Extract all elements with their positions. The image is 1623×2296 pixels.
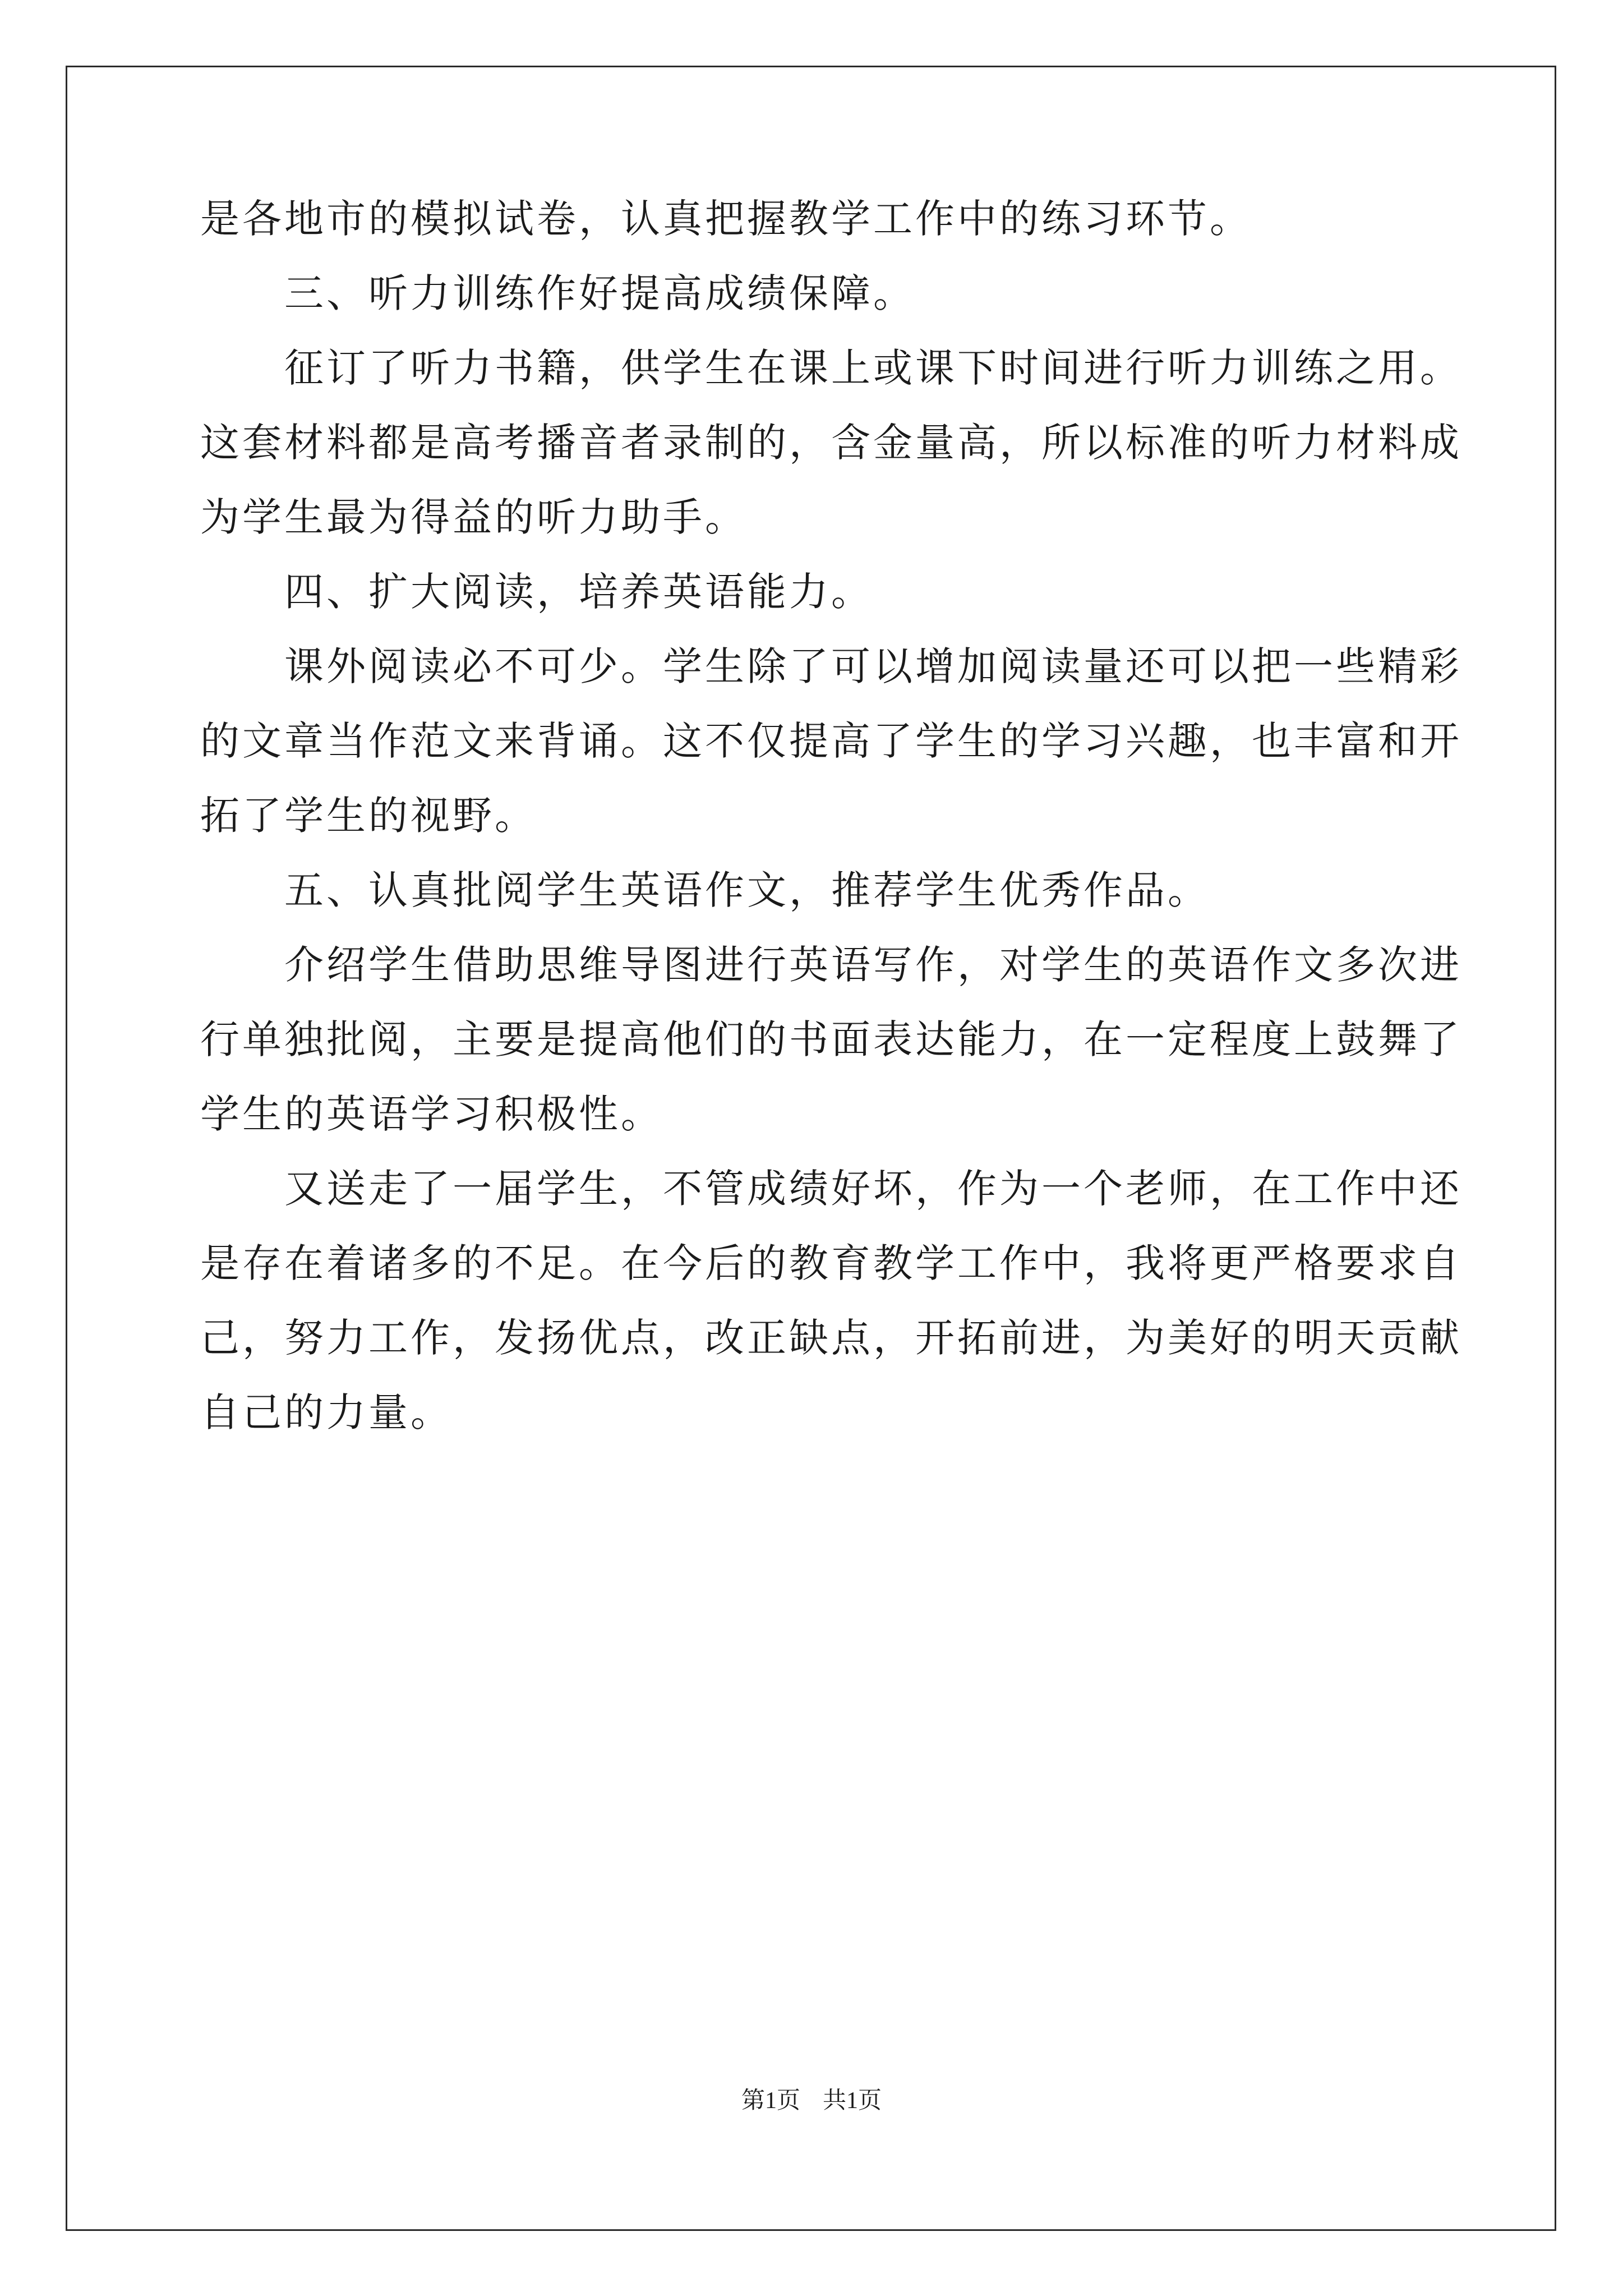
text-line: 自己的力量。 [200,1389,453,1435]
text-line: 行单独批阅，主要是提高他们的书面表达能力，在一定程度上鼓舞了 [200,1016,1462,1062]
text-line: 是存在着诸多的不足。在今后的教育教学工作中，我将更严格要求自 [200,1240,1462,1286]
paragraph-first-line: 又送走了一届学生，不管成绩好坏，作为一个老师，在工作中还 [284,1166,1462,1212]
page-number: 第1页 [741,2088,800,2114]
text-line: 这套材料都是高考播音者录制的，含金量高，所以标准的听力材料成 [200,420,1462,466]
text-line: 学生的英语学习积极性。 [200,1091,663,1137]
paragraph-first-line: 三、听力训练作好提高成绩保障。 [284,270,915,316]
page-footer [0,2087,1623,2115]
paragraph-first-line: 介绍学生借助思维导图进行英语写作，对学生的英语作文多次进 [284,942,1462,988]
text-line: 己，努力工作，发扬优点，改正缺点，开拓前进，为美好的明天贡献 [200,1315,1462,1361]
text-line: 拓了学生的视野。 [200,793,537,839]
paragraph-first-line: 征订了听力书籍，供学生在课上或课下时间进行听力训练之用。 [284,345,1462,391]
text-line: 为学生最为得益的听力助手。 [200,494,747,540]
paragraph-first-line: 课外阅读必不可少。学生除了可以增加阅读量还可以把一些精彩 [284,643,1462,689]
paragraph-first-line: 四、扩大阅读，培养英语能力。 [284,569,873,615]
text-line: 是各地市的模拟试卷，认真把握教学工作中的练习环节。 [200,196,1252,242]
paragraph-first-line: 五、认真批阅学生英语作文，推荐学生优秀作品。 [284,867,1210,913]
text-line: 的文章当作范文来背诵。这不仅提高了学生的学习兴趣，也丰富和开 [200,718,1462,764]
page-total: 共1页 [823,2088,882,2114]
